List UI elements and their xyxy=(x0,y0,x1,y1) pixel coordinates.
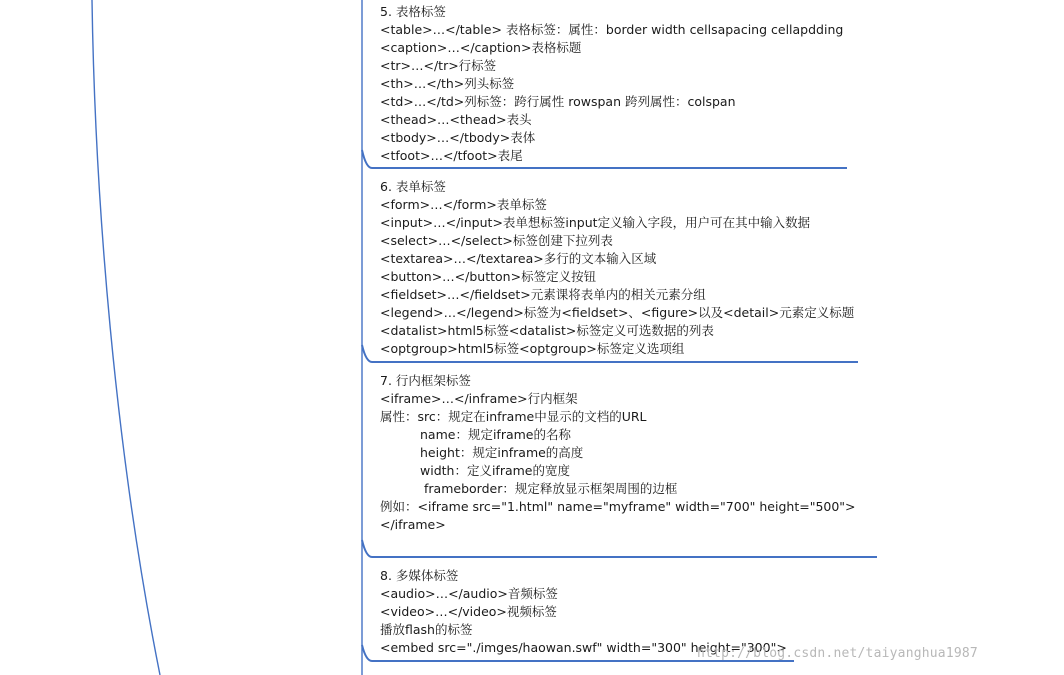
node-title: 6. 表单标签 xyxy=(380,179,446,194)
node-line: <caption>…</caption>表格标题 xyxy=(380,40,582,55)
node-line: 播放flash的标签 xyxy=(380,622,473,637)
node-line: 属性：src：规定在inframe中显示的文档的URL xyxy=(380,409,647,424)
node-line: <datalist>html5标签<datalist>标签定义可选数据的列表 xyxy=(380,323,714,338)
node-attr-line: frameborder：规定释放显示框架周围的边框 xyxy=(424,481,678,496)
node-line: <thead>…<thead>表头 xyxy=(380,112,532,127)
node-line: <button>…</button>标签定义按钮 xyxy=(380,269,597,284)
node-iframe-tags[interactable] xyxy=(380,372,868,534)
node-line: <legend>…</legend>标签为<fieldset>、<figure>以及<detail>元素定义标题 xyxy=(380,305,855,320)
node-line: <form>…</form>表单标签 xyxy=(380,197,547,212)
node-line: <table>…</table> 表格标签：属性：border width cellsapacing cellapdding xyxy=(380,22,844,37)
node-line: <video>…</video>视频标签 xyxy=(380,604,557,619)
node-line: <tbody>…</tbody>表体 xyxy=(380,130,536,145)
node-line: <textarea>…</textarea>多行的文本输入区域 xyxy=(380,251,657,266)
node-line: <audio>…</audio>音频标签 xyxy=(380,586,558,601)
node-line: <fieldset>…</fieldset>元素课将表单内的相关元素分组 xyxy=(380,287,706,302)
node-line: <td>…</td>列标签：跨行属性 rowspan 跨列属性：colspan xyxy=(380,94,736,109)
node-attr-line: name：规定iframe的名称 xyxy=(420,427,571,442)
node-line: <input>…</input>表单想标签input定义输入字段，用户可在其中输入数据 xyxy=(380,215,811,230)
watermark-text: http://blog.csdn.net/taiyanghua1987 xyxy=(697,646,978,661)
node-example-line: 例如：<iframe src="1.html" name="myframe" width="700" height="500"></iframe> xyxy=(380,499,856,532)
node-attr-line: height：规定inframe的高度 xyxy=(420,445,584,460)
node-line: <iframe>…</inframe>行内框架 xyxy=(380,391,578,406)
node-title: 5. 表格标签 xyxy=(380,4,446,19)
node-line: <embed src="./imges/haowan.swf" width="300" height="300"> xyxy=(380,640,787,655)
node-line: <optgroup>html5标签<optgroup>标签定义选项组 xyxy=(380,341,685,356)
node-media-tags[interactable] xyxy=(380,567,787,657)
node-title: 7. 行内框架标签 xyxy=(380,373,471,388)
node-line: <tr>…</tr>行标签 xyxy=(380,58,497,73)
node-table-tags[interactable] xyxy=(380,3,843,165)
node-line: <select>…</select>标签创建下拉列表 xyxy=(380,233,613,248)
node-line: <th>…</th>列头标签 xyxy=(380,76,515,91)
node-attr-line: width：定义iframe的宽度 xyxy=(420,463,570,478)
trunk-curve xyxy=(92,0,160,675)
node-iframe-underline xyxy=(362,540,877,557)
node-form-tags[interactable] xyxy=(380,178,854,358)
node-line: <tfoot>…</tfoot>表尾 xyxy=(380,148,523,163)
node-title: 8. 多媒体标签 xyxy=(380,568,459,583)
